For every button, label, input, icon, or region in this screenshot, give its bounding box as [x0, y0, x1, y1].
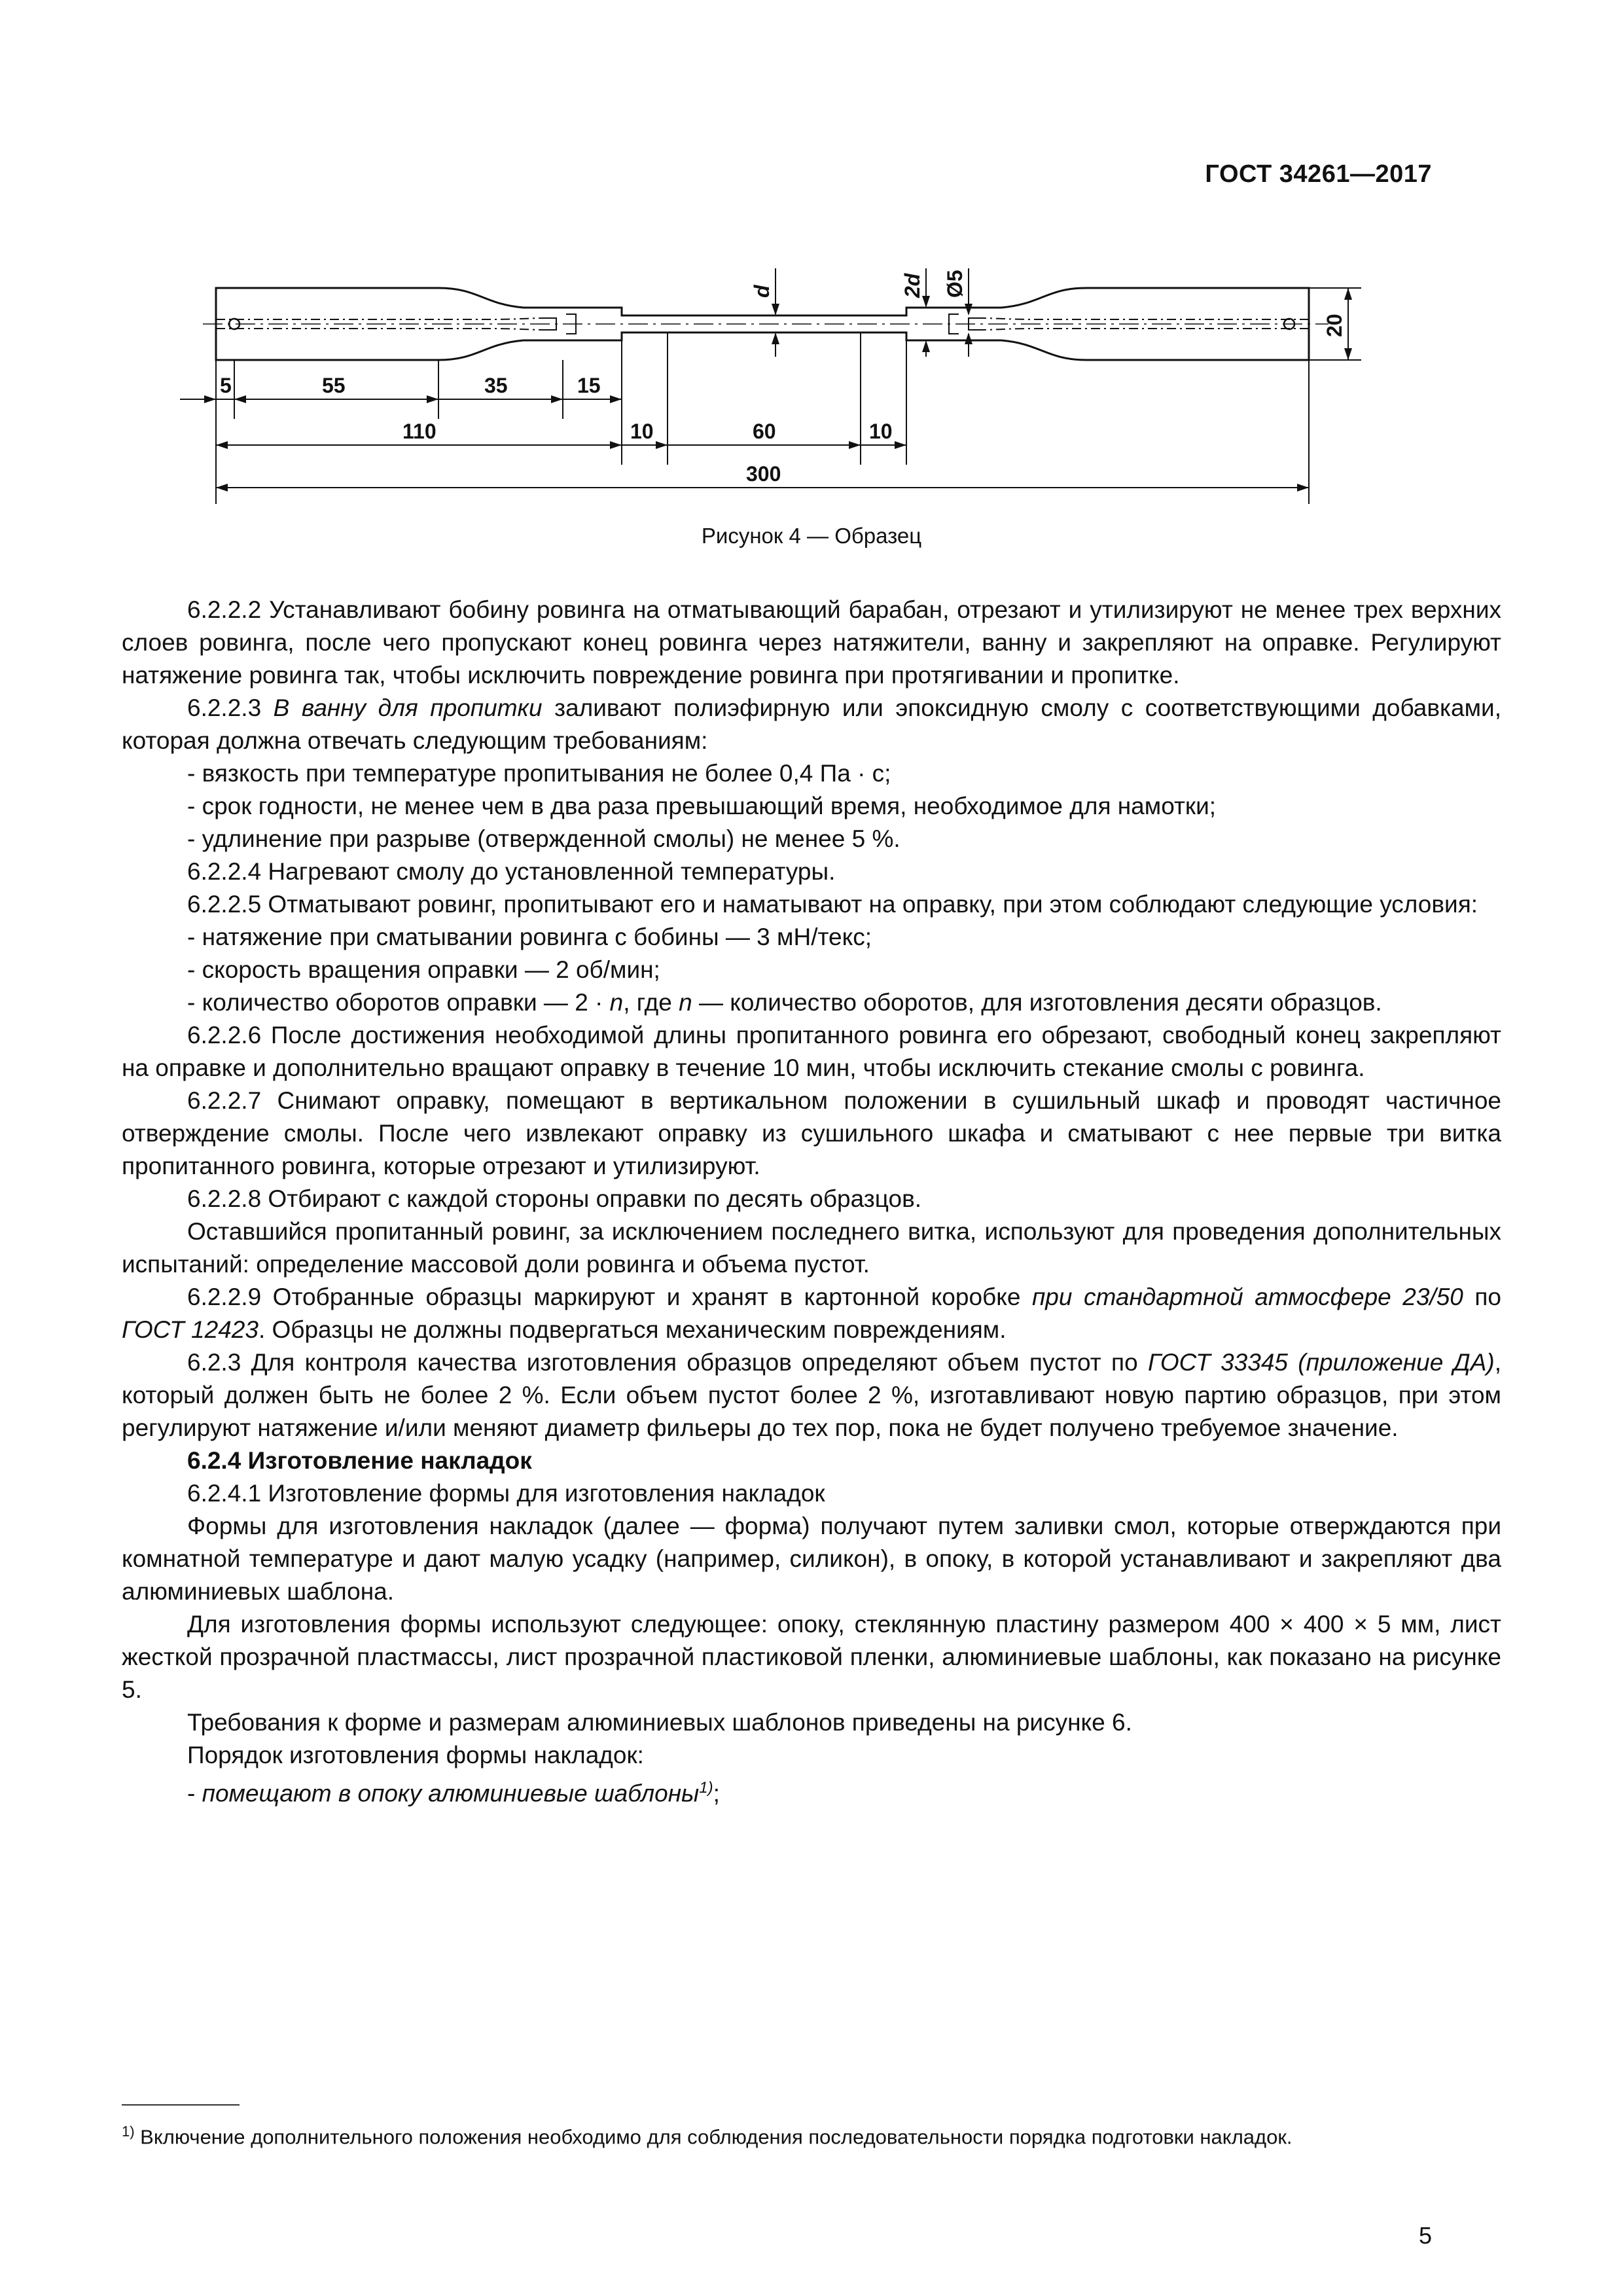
list-item: [122, 1772, 1501, 1810]
para-text: - количество оборотов оправки — 2 ·: [187, 989, 610, 1016]
footnote-separator: [122, 2104, 240, 2106]
para-italic: помещают в опоку алюминиевые шаблоны: [202, 1780, 700, 1807]
arrowheads: [204, 288, 1352, 492]
dim-20: 20: [1323, 314, 1346, 337]
footnote: [122, 2117, 1501, 2151]
para-6-2-3: [122, 1346, 1501, 1444]
para-italic: ГОСТ 33345 (приложение ДА): [1148, 1349, 1495, 1376]
dim-phi5: Ø5: [943, 270, 967, 298]
dim-35: 35: [484, 374, 508, 397]
para-6-2-4-1: 6.2.4.1 Изготовление формы для изготовления накладок: [187, 1480, 825, 1507]
para-6-2-2-9: [122, 1281, 1501, 1346]
footnote-mark: 1): [122, 2123, 135, 2140]
dim-110: 110: [402, 420, 437, 443]
para-text: ;: [713, 1780, 720, 1807]
para-text: 6.2.3 Для контроля качества изготовления образцов определяют объем пустот по: [187, 1349, 1148, 1376]
dim-55: 55: [322, 374, 346, 397]
dim-d: d: [750, 285, 774, 298]
para-6-2-2-7: 6.2.2.7 Снимают оправку, помещают в вертикальном положении в сушильный шкаф и проводят частичное отверждение смолы. После чего извлекают оправку из сушильного шкафа и сматывают с нее первые три витка пропитанного ровинга, которые отрезают и утилизируют.: [122, 1087, 1501, 1179]
extension-lines: [216, 288, 1361, 504]
para-remaining-roving: Оставшийся пропитанный ровинг, за исключением последнего витка, используют для проведения дополнительных испытаний: определение массовой доли ровинга и объема пустот.: [122, 1218, 1501, 1278]
section-heading-6-2-4: 6.2.4 Изготовление накладок: [187, 1447, 532, 1474]
list-item: - удлинение при разрыве (отвержденной смолы) не менее 5 %.: [187, 825, 901, 852]
dim-300: 300: [746, 462, 781, 486]
figure-caption: Рисунок 4 — Образец: [701, 524, 922, 548]
para-text: . Образцы не должны подвергаться механическим повреждениям.: [258, 1316, 1007, 1343]
para-text: заливают полиэфирную или эпоксидную смолу с соответствующими добавками, которая должна отвечать следующим требованиям:: [122, 694, 1502, 754]
dim-10-right: 10: [869, 420, 893, 443]
document-body: [122, 594, 1501, 1810]
list-item: - вязкость при температуре пропитывания не более 0,4 Па · с;: [187, 760, 891, 787]
para-6-2-2-8: 6.2.2.8 Отбирают с каждой стороны оправки по десять образцов.: [187, 1185, 922, 1212]
para-text: -: [187, 1780, 202, 1807]
list-item: [122, 986, 1501, 1019]
para-procedure: Порядок изготовления формы накладок:: [187, 1742, 644, 1768]
para-text: 6.2.2.3: [187, 694, 274, 721]
para-italic: ГОСТ 12423: [122, 1316, 259, 1343]
para-text: — количество оборотов, для изготовления десяти образцов.: [692, 989, 1382, 1016]
dim-2d: 2d: [901, 273, 924, 298]
dim-10-left: 10: [630, 420, 654, 443]
list-item: - скорость вращения оправки — 2 об/мин;: [187, 956, 660, 983]
para-6-2-2-5: 6.2.2.5 Отматывают ровинг, пропитывают его и наматывают на оправку, при этом соблюдают следующие условия:: [187, 891, 1478, 918]
para-materials: Для изготовления формы используют следующее: опоку, стеклянную пластину размером 400 × 400 × 5 мм, лист жесткой прозрачной пластмассы, лист прозрачной пластиковой пленки, алюминиевые шаблоны, как показано на рисунке 5.: [122, 1611, 1501, 1703]
para-text: , который должен быть не более 2 %. Если объем пустот более 2 %, изготавливают новую партию образцов, при этом регулируют натяжение и/или меняют диаметр фильеры до тех пор, пока не будет получено требуемое значение.: [122, 1349, 1501, 1441]
specimen-drawing: [177, 262, 1400, 511]
para-text: , где: [623, 989, 679, 1016]
list-item: - срок годности, не менее чем в два раза превышающий время, необходимое для намотки;: [187, 793, 1217, 819]
para-6-2-2-2: 6.2.2.2 Устанавливают бобину ровинга на отматывающий барабан, отрезают и утилизируют не менее трех верхних слоев ровинга, после чего пропускают конец ровинга через натяжители, ванну и закрепляют на оправке. Регулируют натяжение ровинга так, чтобы исключить повреждение ровинга при протягивании и пропитке.: [122, 596, 1501, 689]
dim-60: 60: [753, 420, 776, 443]
dim-15: 15: [577, 374, 601, 397]
para-forms: Формы для изготовления накладок (далее — форма) получают путем заливки смол, которые отверждаются при комнатной температуре и дают малую усадку (например, силикон), в опоку, в которой устанавливают и закрепляют два алюминиевых шаблона.: [122, 1513, 1501, 1605]
para-requirements: Требования к форме и размерам алюминиевых шаблонов приведены на рисунке 6.: [187, 1709, 1132, 1736]
para-6-2-2-6: 6.2.2.6 После достижения необходимой длины пропитанного ровинга его обрезают, свободный конец закрепляют на оправке и дополнительно вращают оправку в течение 10 мин, чтобы исключить стекание смолы с ровинга.: [122, 1022, 1501, 1081]
dimension-lines: [180, 268, 1348, 488]
para-6-2-2-3: [122, 692, 1501, 757]
para-text: по: [1463, 1283, 1501, 1310]
para-italic: В ванну для пропитки: [273, 694, 543, 721]
specimen-drawing-svg: [177, 262, 1400, 511]
document-header: ГОСТ 34261—2017: [1205, 160, 1432, 188]
footnote-ref: 1): [699, 1779, 713, 1797]
list-item: - натяжение при сматывании ровинга с бобины — 3 мН/текс;: [187, 924, 872, 950]
para-text: 6.2.2.9 Отобранные образцы маркируют и хранят в картонной коробке: [187, 1283, 1032, 1310]
dim-5: 5: [220, 374, 232, 397]
para-6-2-2-4: 6.2.2.4 Нагревают смолу до установленной температуры.: [187, 858, 836, 885]
footnote-text: Включение дополнительного положения необходимо для соблюдения последовательности порядка подготовки накладок.: [134, 2125, 1293, 2149]
page-number: 5: [1418, 2222, 1432, 2249]
para-italic: n: [679, 989, 692, 1016]
para-italic: n: [609, 989, 624, 1016]
para-italic: при стандартной атмосфере 23/50: [1031, 1283, 1463, 1310]
